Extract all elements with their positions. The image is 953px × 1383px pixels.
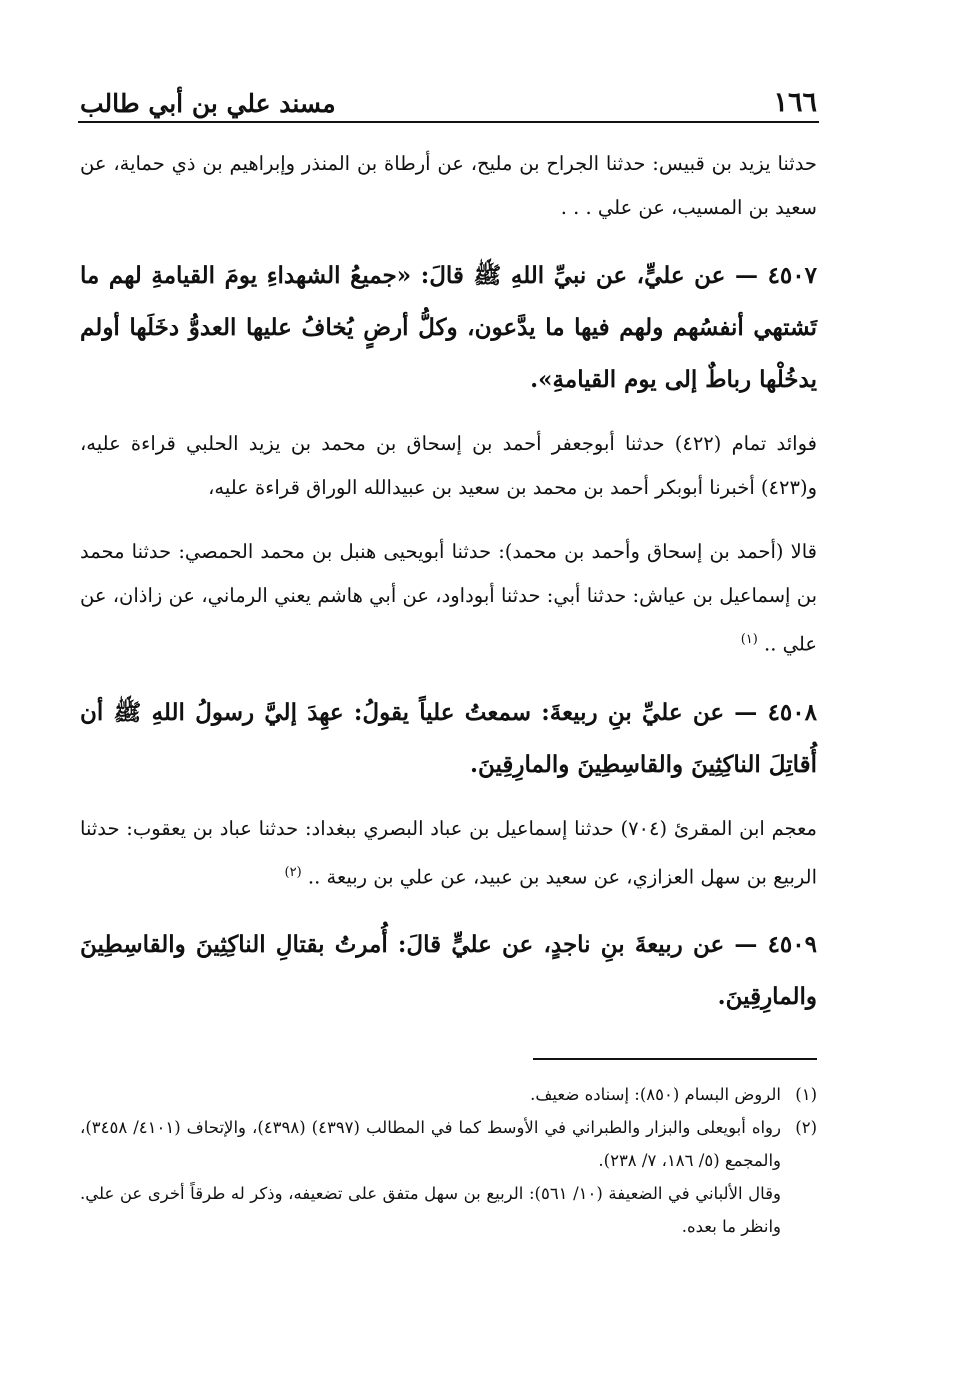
- hadith-text: — عن ربيعةَ بنِ ناجدٍ، عن عليٍّ قالَ: أُمرتُ بقتالِ الناكِثِينَ والقاسِطِينَ والمارِقِينَ.: [80, 931, 817, 1010]
- footnote-text: الروض البسام (٨٥٠): إسناده ضعيف.: [530, 1085, 781, 1104]
- page-header: [80, 72, 817, 118]
- footnote-text: رواه أبويعلى والبزار والطبراني في الأوسط كما في المطالب (٤٣٩٧) (٤٣٩٨)، والإتحاف (٤١٠١/ ٣٤٥٨)، والمجمع (٥/ ١٨٦، ٧/ ٢٣٨).: [80, 1118, 781, 1170]
- hadith-text: — عن عليٍّ، عن نبيِّ اللهِ ﷺ قالَ: «جميعُ الشهداءِ يومَ القيامةِ لهم ما تَشتهي أنفسُهم ولهم فيها ما يدَّعون، وكلُّ أرضٍ يُخافُ عليها العدوُّ دخَلَها أولم يدخُلْها رباطٌ إلى يوم القيامةِ».: [80, 262, 817, 393]
- hadith-4507: [80, 250, 817, 406]
- footnote-1: [80, 1078, 817, 1111]
- isnad-paragraph: [80, 530, 817, 667]
- footnote-2-continuation: وقال الألباني في الضعيفة (١٠/ ٥٦١): الربيع بن سهل متفق على تضعيفه، وذكر له طرقاً أخرى عن علي. وانظر ما بعده.: [80, 1184, 781, 1236]
- footnote-marker[interactable]: (٢): [284, 864, 302, 880]
- footnotes: [80, 1078, 817, 1243]
- isnad-paragraph: [80, 142, 817, 230]
- hadith-4509: [80, 919, 817, 1023]
- footnote-number: (١): [795, 1085, 817, 1104]
- page-number: ١٦٦: [773, 87, 817, 118]
- source-paragraph: [80, 422, 817, 510]
- paragraph-text: معجم ابن المقرئ (٧٠٤) حدثنا إسماعيل بن عباد البصري ببغداد: حدثنا عباد بن يعقوب: حدثنا الربيع بن سهل العزازي، عن سعيد بن عبيد، عن علي بن ربيعة ..: [80, 816, 817, 888]
- hadith-number: ٤٥٠٨: [767, 698, 817, 726]
- footnote-marker[interactable]: (١): [740, 632, 758, 647]
- hadith-text: — عن عليِّ بنِ ربيعةَ: سمعتُ علياً يقولُ: عهِدَ إليَّ رسولُ اللهِ ﷺ أن أُقاتِلَ الناكِثِينَ والقاسِطِينَ والمارِقِينَ.: [80, 698, 817, 778]
- footnote-2: [80, 1111, 817, 1177]
- hadith-4508: [80, 687, 817, 791]
- hadith-number: ٤٥٠٧: [767, 262, 817, 289]
- header-rule: [78, 121, 819, 123]
- running-title: مسند علي بن أبي طالب: [80, 89, 336, 118]
- paragraph-text: قالا (أحمد بن إسحاق وأحمد بن محمد): حدثنا أبويحيى هنبل بن محمد الحمصي: حدثنا محمد بن إسماعيل بن عياش: حدثنا أبي: حدثنا أبوداود، عن أبي هاشم يعني الرماني، عن زاذان، عن علي ..: [80, 540, 817, 656]
- footnote-number: (٢): [795, 1118, 817, 1137]
- paragraph-text: فوائد تمام (٤٢٢) حدثنا أبوجعفر أحمد بن إسحاق بن محمد بن يزيد الحلبي قراءة عليه، و(٤٢٣) أخبرنا أبوبكر أحمد بن محمد بن سعيد بن عبيدالله الوراق قراءة عليه،: [80, 432, 817, 499]
- source-paragraph: [80, 807, 817, 900]
- footnote-rule: [533, 1058, 817, 1060]
- page-body: [80, 142, 817, 1039]
- paragraph-text: حدثنا يزيد بن قبيس: حدثنا الجراح بن مليح، عن أرطاة بن المنذر وإبراهيم بن ذي حماية، عن سعيد بن المسيب، عن علي . . .: [80, 152, 817, 219]
- hadith-number: ٤٥٠٩: [767, 931, 817, 958]
